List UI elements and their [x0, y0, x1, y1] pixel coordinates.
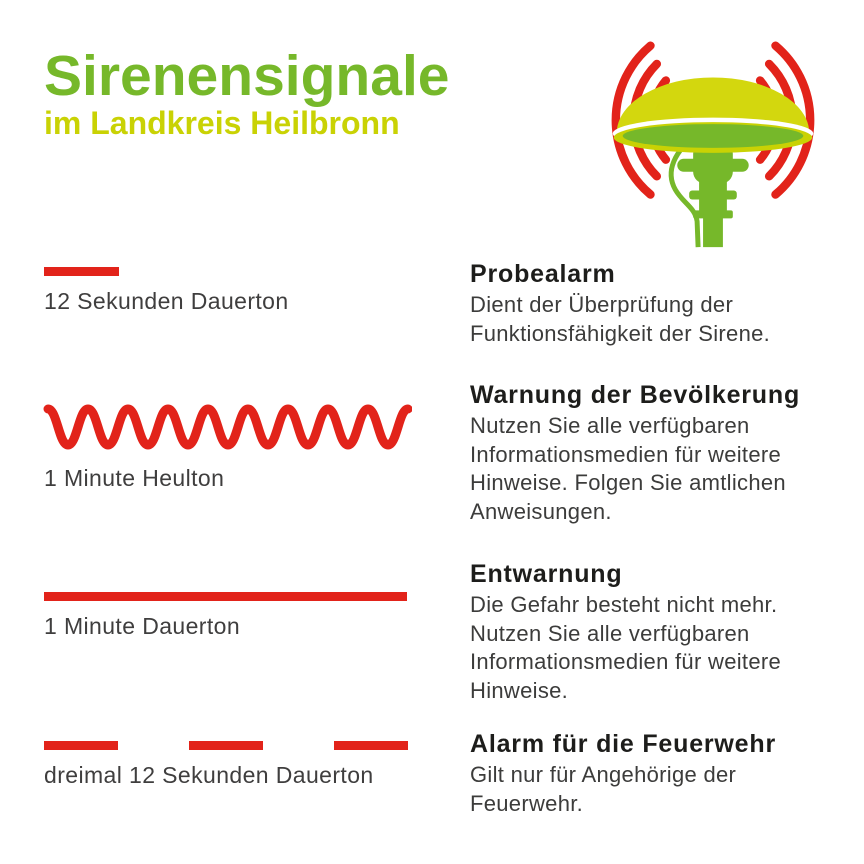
signal-wave-sine: [42, 399, 412, 455]
signal-description: Die Gefahr besteht nicht mehr. Nutzen Sie alle verfügbaren Informationsmedien für weitere Hinweise.: [470, 592, 782, 703]
signal-heading: Alarm für die Feuerwehr: [470, 730, 776, 758]
signal-wave-long-bar: [44, 592, 407, 601]
dash-segment: [189, 741, 263, 750]
info-block-feuerwehr: [470, 730, 852, 818]
info-block-probealarm: [470, 260, 852, 348]
signal-label: 12 Sekunden Dauerton: [44, 288, 289, 314]
info-block-entwarnung: [470, 560, 852, 705]
signal-heading: Probealarm: [470, 260, 616, 288]
signal-label: 1 Minute Dauerton: [44, 613, 241, 639]
dash-segment: [334, 741, 408, 750]
signal-label: dreimal 12 Sekunden Dauerton: [44, 762, 374, 788]
page-title: Sirenensignale: [44, 44, 450, 108]
signal-heading: Warnung der Bevölkerung: [470, 381, 801, 409]
info-block-warnung: [470, 381, 852, 526]
signal-description: Gilt nur für Angehörige der Feuerwehr.: [470, 762, 737, 816]
siren-icon: [582, 20, 840, 248]
signal-wave-three-dashes: [44, 741, 408, 750]
dash-segment: [44, 741, 118, 750]
signal-heading: Entwarnung: [470, 560, 623, 588]
siren-disc: [623, 124, 804, 148]
signal-description: Nutzen Sie alle verfügbaren Informationsmedien für weitere Hinweise. Folgen Sie amtlichen Anweisungen.: [470, 413, 786, 524]
signal-wave-short-bar: [44, 267, 119, 276]
page-subtitle: im Landkreis Heilbronn: [44, 105, 400, 141]
siren-pole: [677, 142, 748, 247]
signal-label: 1 Minute Heulton: [44, 465, 225, 491]
signal-description: Dient der Überprüfung der Funktionsfähigkeit der Sirene.: [470, 292, 771, 346]
